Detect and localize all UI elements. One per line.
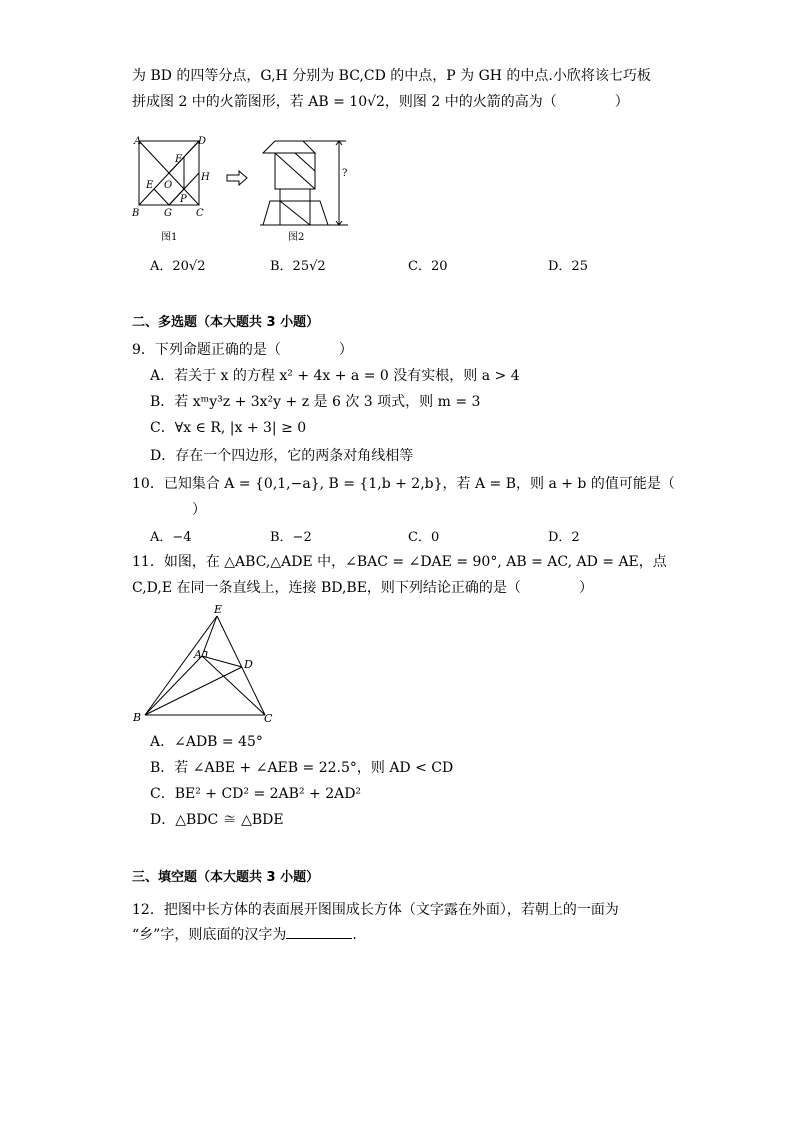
fig1-label-O: O <box>164 180 173 191</box>
q11-text-line2 <box>132 578 593 598</box>
q8-tangram-figures <box>128 126 368 248</box>
q11-label-B: B <box>133 711 142 724</box>
q8-text-line2 <box>132 92 629 112</box>
q9-stem <box>132 340 353 360</box>
fig2-caption: 图2 <box>288 232 305 243</box>
q11-option-b: B．若 ∠ABE + ∠AEB = 22.5°，则 AD < CD <box>150 760 454 776</box>
fig2-height-unknown-label: ? <box>342 168 348 179</box>
q10-option-a: A．−4 <box>150 530 192 545</box>
q11-option-d: D．△BDC ≅ △BDE <box>150 812 284 828</box>
q11-label-A: A <box>194 648 202 661</box>
q10-option-b: B．−2 <box>270 530 312 545</box>
q12-text-line2 <box>132 924 357 945</box>
q10-stem: 10．已知集合 A = {0,1,−a}, B = {1,b + 2,b}，若 A = B，则 a + b 的值可能是（ <box>132 476 675 492</box>
q9-option-c: C．∀x ∈ R, |x + 3| ≥ 0 <box>150 420 307 436</box>
q8-option-c: C．20 <box>408 259 448 274</box>
q11-line2-text: C,D,E 在同一条直线上，连接 BD,BE，则下列结论正确的是（ <box>132 580 521 596</box>
q10-stem-end: ） <box>192 502 206 518</box>
q10-option-d: D．2 <box>548 530 580 545</box>
q11-option-a: A．∠ADB = 45° <box>150 734 263 750</box>
q9-option-d: D．存在一个四边形，它的两条对角线相等 <box>150 448 414 464</box>
q9-option-a: A．若关于 x 的方程 x² + 4x + a = 0 没有实根，则 a > 4 <box>150 368 520 384</box>
q9-option-b: B．若 xᵐy³z + 3x²y + z 是 6 次 3 项式，则 m = 3 <box>150 394 481 410</box>
fig1-label-B: B <box>132 208 140 219</box>
fig1-label-C: C <box>196 208 204 219</box>
fig1-label-P: P <box>180 194 187 205</box>
q9-stem-text: 9．下列命题正确的是（ <box>132 342 281 358</box>
q11-label-E: E <box>214 603 223 616</box>
q11-triangle-figure <box>128 600 288 728</box>
fig-arrow-icon <box>227 171 247 185</box>
q11-option-c: C．BE² + CD² = 2AB² + 2AD² <box>150 786 362 802</box>
q12-line2-text: “乡”字，则底面的汉字为 <box>132 927 287 943</box>
section-heading-fill-in: 三、填空题（本大题共 3 小题） <box>132 870 320 885</box>
q8-option-b: B．25√2 <box>270 259 326 274</box>
q11-label-C: C <box>264 712 273 725</box>
q11-label-D: D <box>244 658 253 671</box>
q8-line2-text: 拼成图 2 中的火箭图形，若 AB = 10√2，则图 2 中的火箭的高为（ <box>132 94 557 110</box>
fig1-tangram-square <box>139 141 199 205</box>
q10-option-c: C．0 <box>408 530 440 545</box>
q11-text-line1: 11．如图，在 △ABC,△ADE 中，∠BAC = ∠DAE = 90°, AB = AC, AD = AE，点 <box>132 554 667 570</box>
q8-option-a: A．20√2 <box>150 259 206 274</box>
q8-option-d: D．25 <box>548 259 588 274</box>
fig1-label-H: H <box>201 172 210 183</box>
q12-line2-end: . <box>352 927 357 943</box>
q11-line2-end: ） <box>578 580 593 596</box>
fig1-label-F: F <box>175 154 182 165</box>
fig1-label-A: A <box>134 136 142 147</box>
q12-answer-blank[interactable] <box>286 924 352 939</box>
q8-line2-end: ） <box>614 94 629 110</box>
fig1-label-E: E <box>146 180 154 191</box>
fig1-label-G: G <box>164 208 172 219</box>
fig1-label-D: D <box>198 136 207 147</box>
fig1-caption: 图1 <box>161 232 178 243</box>
q12-text-line1: 12．把图中长方体的表面展开图围成长方体（文字露在外面），若朝上的一面为 <box>132 902 619 918</box>
q8-text-line1: 为 BD 的四等分点，G,H 分别为 BC,CD 的中点，P 为 GH 的中点.小欣将该七巧板 <box>132 68 651 84</box>
section-heading-multiple-choice: 二、多选题（本大题共 3 小题） <box>132 315 320 330</box>
q9-stem-end: ） <box>338 342 353 358</box>
fig2-rocket <box>260 141 348 225</box>
